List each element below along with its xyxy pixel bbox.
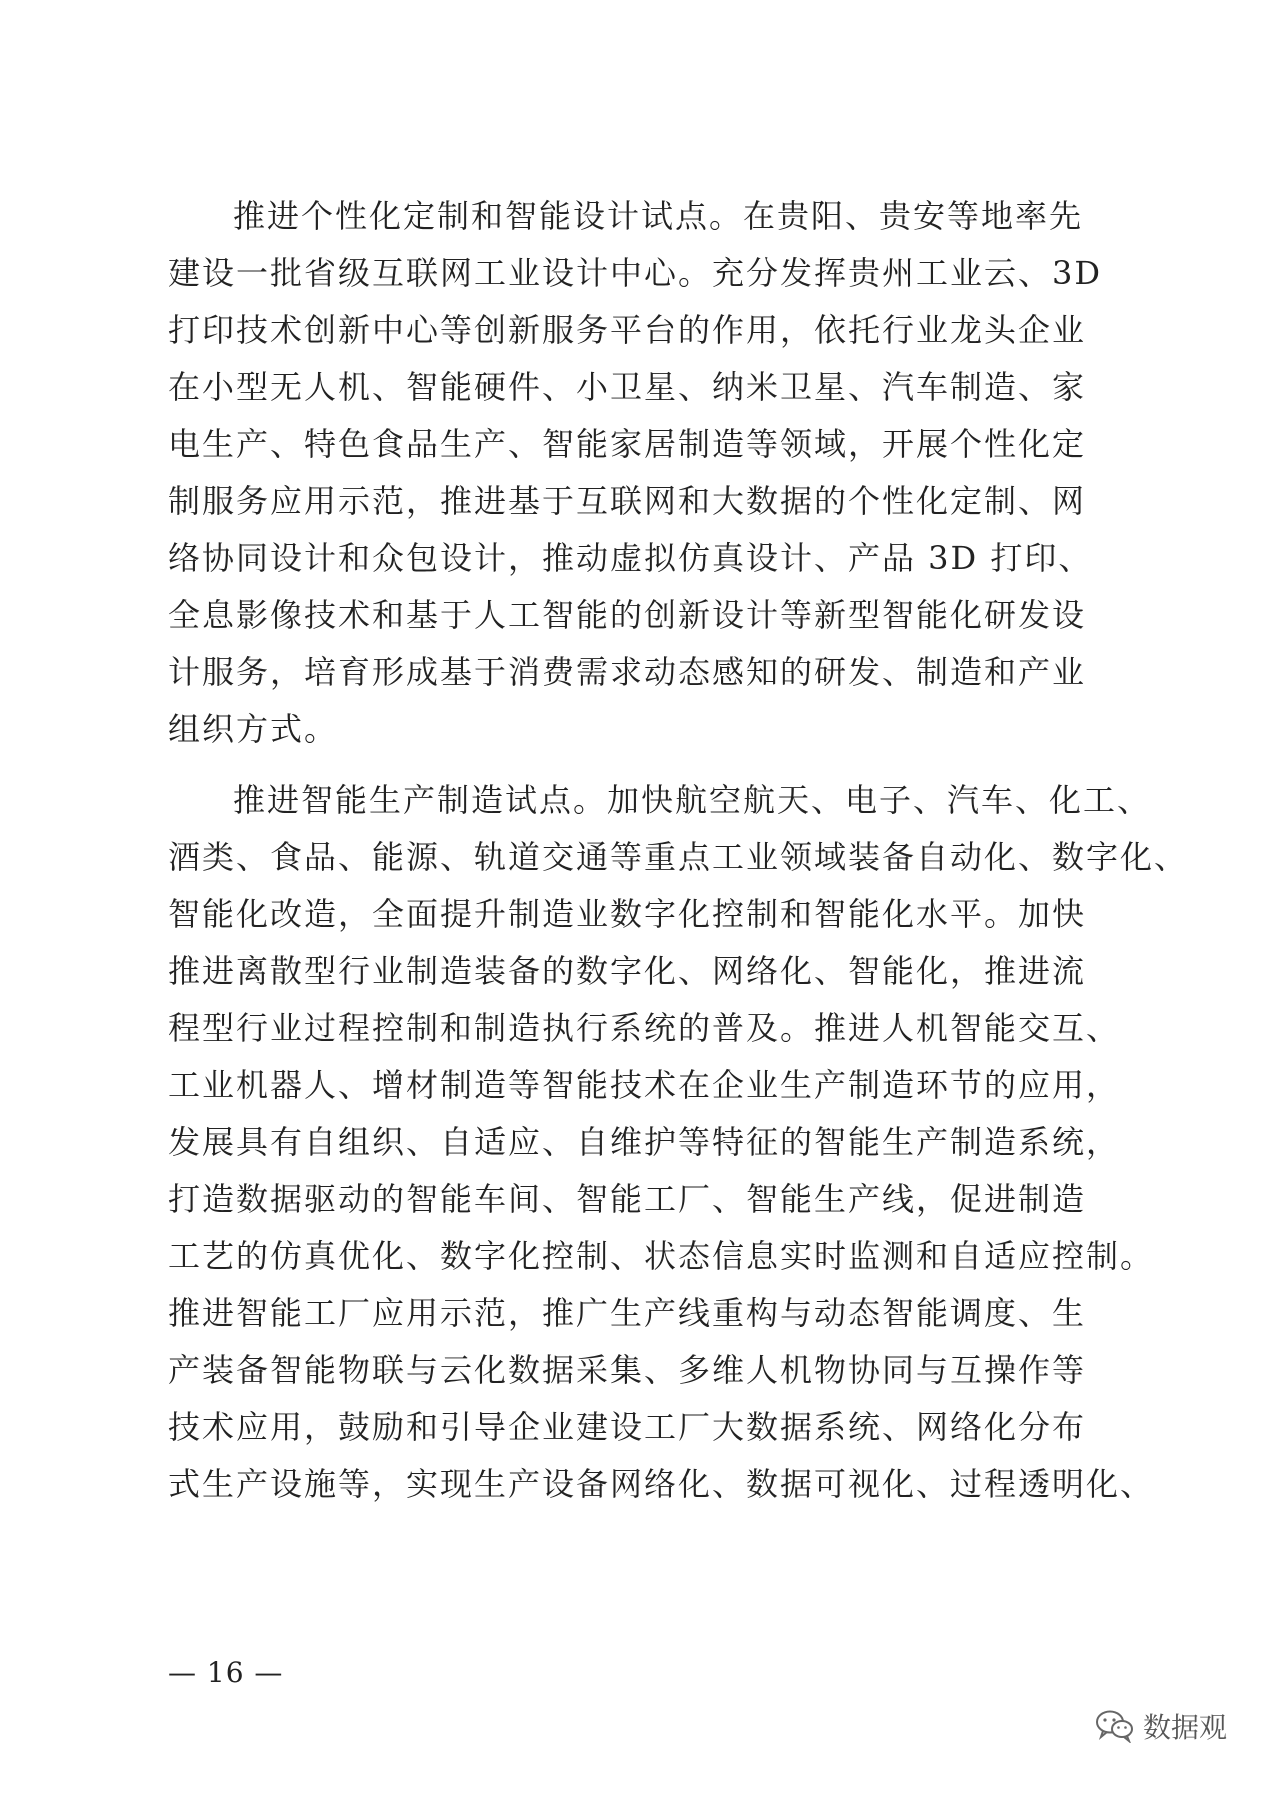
text-line: 电生产、特色食品生产、智能家居制造等领域，开展个性化定 <box>168 425 1087 463</box>
text-line: 计服务，培育形成基于消费需求动态感知的研发、制造和产业 <box>168 653 1087 691</box>
text-line: 络协同设计和众包设计，推动虚拟仿真设计、产品 3D 打印、 <box>168 539 1093 577</box>
text-line: 工业机器人、增材制造等智能技术在企业生产制造环节的应用， <box>168 1066 1121 1104</box>
text-line: 推进智能工厂应用示范，推广生产线重构与动态智能调度、生 <box>168 1294 1087 1332</box>
watermark-text: 数据观 <box>1143 1711 1228 1744</box>
wechat-icon <box>1095 1709 1135 1743</box>
text-line: 推进离散型行业制造装备的数字化、网络化、智能化，推进流 <box>168 952 1087 990</box>
text-line: 发展具有自组织、自适应、自维护等特征的智能生产制造系统， <box>168 1123 1121 1161</box>
watermark <box>1095 1706 1227 1746</box>
text-line: 工艺的仿真优化、数字化控制、状态信息实时监测和自适应控制。 <box>168 1237 1155 1275</box>
text-line: 技术应用，鼓励和引导企业建设工厂大数据系统、网络化分布 <box>168 1408 1087 1446</box>
text-line: 制服务应用示范，推进基于互联网和大数据的个性化定制、网 <box>168 482 1087 520</box>
text-line: 酒类、食品、能源、轨道交通等重点工业领域装备自动化、数字化、 <box>168 838 1189 876</box>
page-number: — 16 — <box>168 1656 284 1689</box>
text-line: 式生产设施等，实现生产设备网络化、数据可视化、过程透明化、 <box>168 1465 1155 1503</box>
text-line: 打造数据驱动的智能车间、智能工厂、智能生产线，促进制造 <box>168 1180 1087 1218</box>
text-line: 在小型无人机、智能硬件、小卫星、纳米卫星、汽车制造、家 <box>168 368 1087 406</box>
text-line: 推进个性化定制和智能设计试点。在贵阳、贵安等地率先 <box>233 197 1084 235</box>
text-line: 智能化改造，全面提升制造业数字化控制和智能化水平。加快 <box>168 895 1087 933</box>
text-line: 全息影像技术和基于人工智能的创新设计等新型智能化研发设 <box>168 596 1087 634</box>
text-line: 建设一批省级互联网工业设计中心。充分发挥贵州工业云、3D <box>168 254 1103 292</box>
text-line: 推进智能生产制造试点。加快航空航天、电子、汽车、化工、 <box>233 781 1152 819</box>
text-line: 产装备智能物联与云化数据采集、多维人机物协同与互操作等 <box>168 1351 1087 1389</box>
text-line: 程型行业过程控制和制造执行系统的普及。推进人机智能交互、 <box>168 1009 1121 1047</box>
text-line: 打印技术创新中心等创新服务平台的作用，依托行业龙头企业 <box>168 311 1087 349</box>
text-line: 组织方式。 <box>168 710 339 748</box>
